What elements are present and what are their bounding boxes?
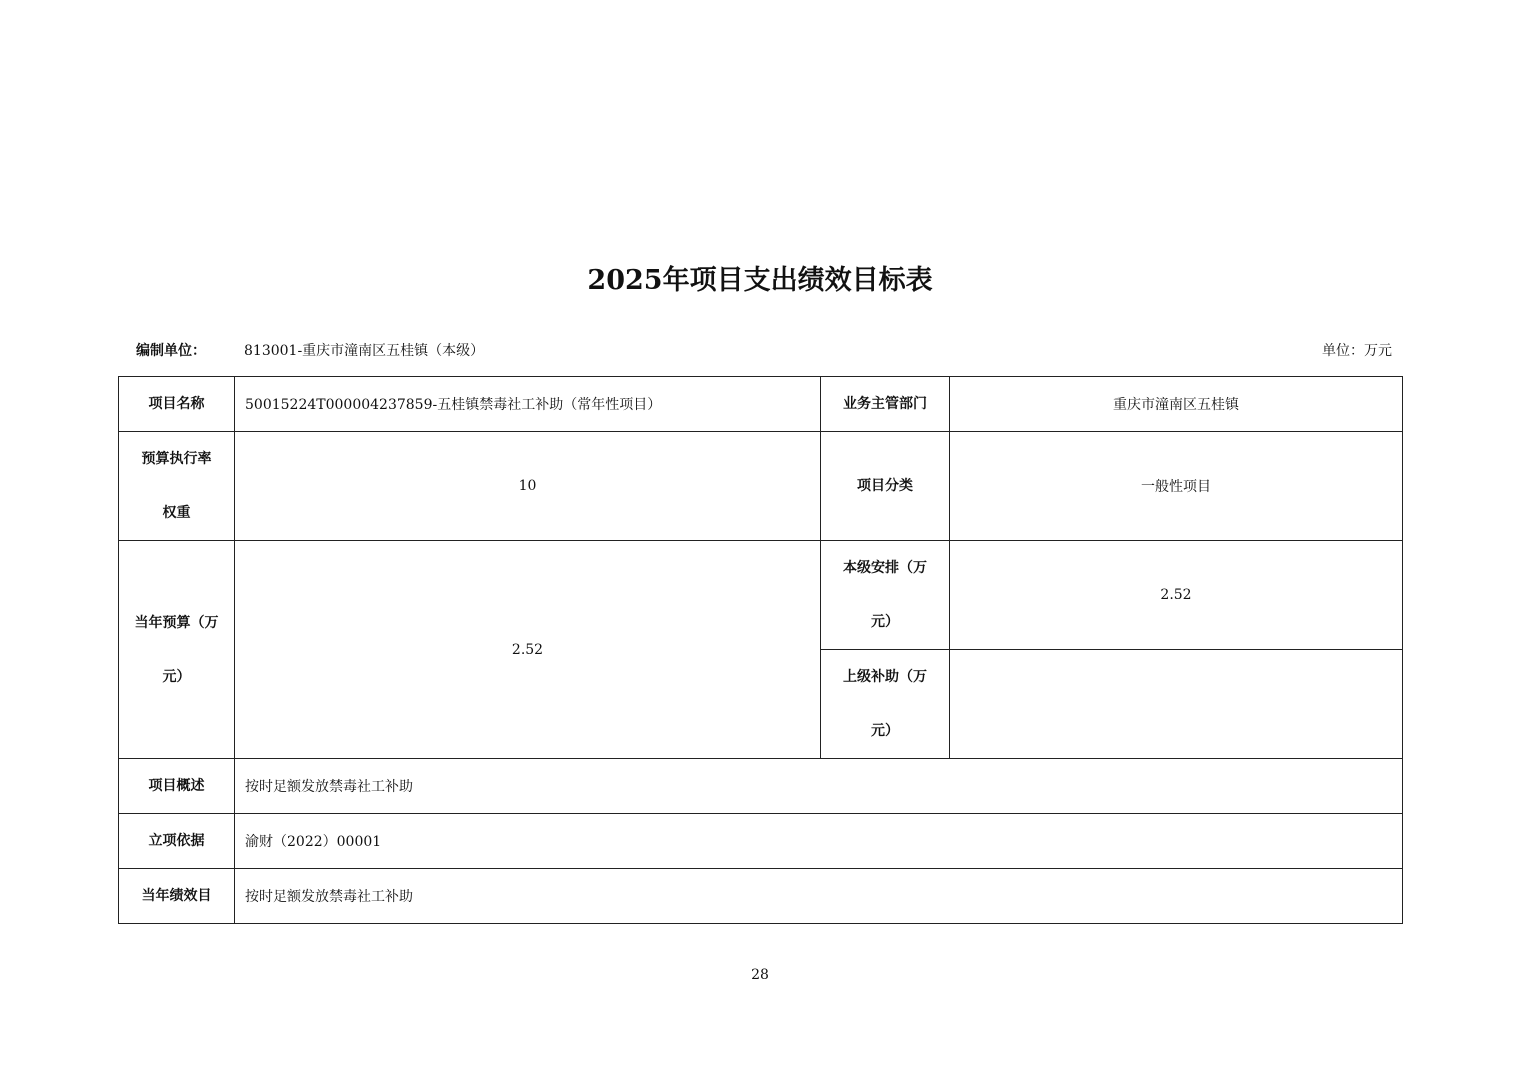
project-basis-value: 渝财（2022）00001: [235, 814, 1403, 869]
execution-rate-weight-label: [119, 432, 235, 541]
execution-rate-label-line1: 预算执行率: [141, 451, 212, 467]
table-row: [119, 541, 1403, 650]
upper-subsidy-label: [821, 650, 950, 759]
table-row: [119, 377, 1403, 432]
performance-target-table: [118, 376, 1403, 924]
department-value: 重庆市潼南区五桂镇: [950, 377, 1403, 432]
project-name-label: 项目名称: [119, 377, 235, 432]
project-category-label: 项目分类: [821, 432, 950, 541]
local-arrangement-label-line1: 本级安排（万: [843, 560, 927, 576]
local-arrangement-label-line2: 元）: [871, 614, 899, 630]
page-number: 28: [751, 967, 769, 983]
annual-goal-label: 当年绩效目: [119, 869, 235, 924]
table-row: [119, 759, 1403, 814]
annual-goal-value: 按时足额发放禁毒社工补助: [235, 869, 1403, 924]
project-overview-label: 项目概述: [119, 759, 235, 814]
upper-subsidy-label-line1: 上级补助（万: [843, 669, 927, 685]
local-arrangement-label: [821, 541, 950, 650]
table-row: [119, 432, 1403, 541]
project-basis-label: 立项依据: [119, 814, 235, 869]
table-row: [119, 869, 1403, 924]
project-overview-value: 按时足额发放禁毒社工补助: [235, 759, 1403, 814]
execution-rate-label-line2: 权重: [162, 505, 191, 521]
upper-subsidy-label-line2: 元）: [871, 723, 899, 739]
annual-budget-label: [119, 541, 235, 759]
table-row: [119, 814, 1403, 869]
document-meta-row: [136, 340, 1392, 360]
currency-unit: 单位：万元: [1322, 343, 1392, 359]
annual-budget-value: 2.52: [235, 541, 821, 759]
annual-budget-label-line2: 元）: [162, 668, 191, 685]
local-arrangement-value: 2.52: [950, 541, 1403, 650]
project-name-value: 50015224T000004237859-五桂镇禁毒社工补助（常年性项目）: [235, 377, 821, 432]
compiling-unit-value: 813001-重庆市潼南区五桂镇（本级）: [244, 343, 485, 359]
annual-budget-label-line1: 当年预算（万: [134, 614, 219, 631]
department-label: 业务主管部门: [821, 377, 950, 432]
project-category-value: 一般性项目: [950, 432, 1403, 541]
upper-subsidy-value: [950, 650, 1403, 759]
execution-rate-weight-value: 10: [235, 432, 821, 541]
compiling-unit-label: 编制单位：: [136, 343, 206, 359]
document-title: 2025年项目支出绩效目标表: [587, 265, 933, 296]
